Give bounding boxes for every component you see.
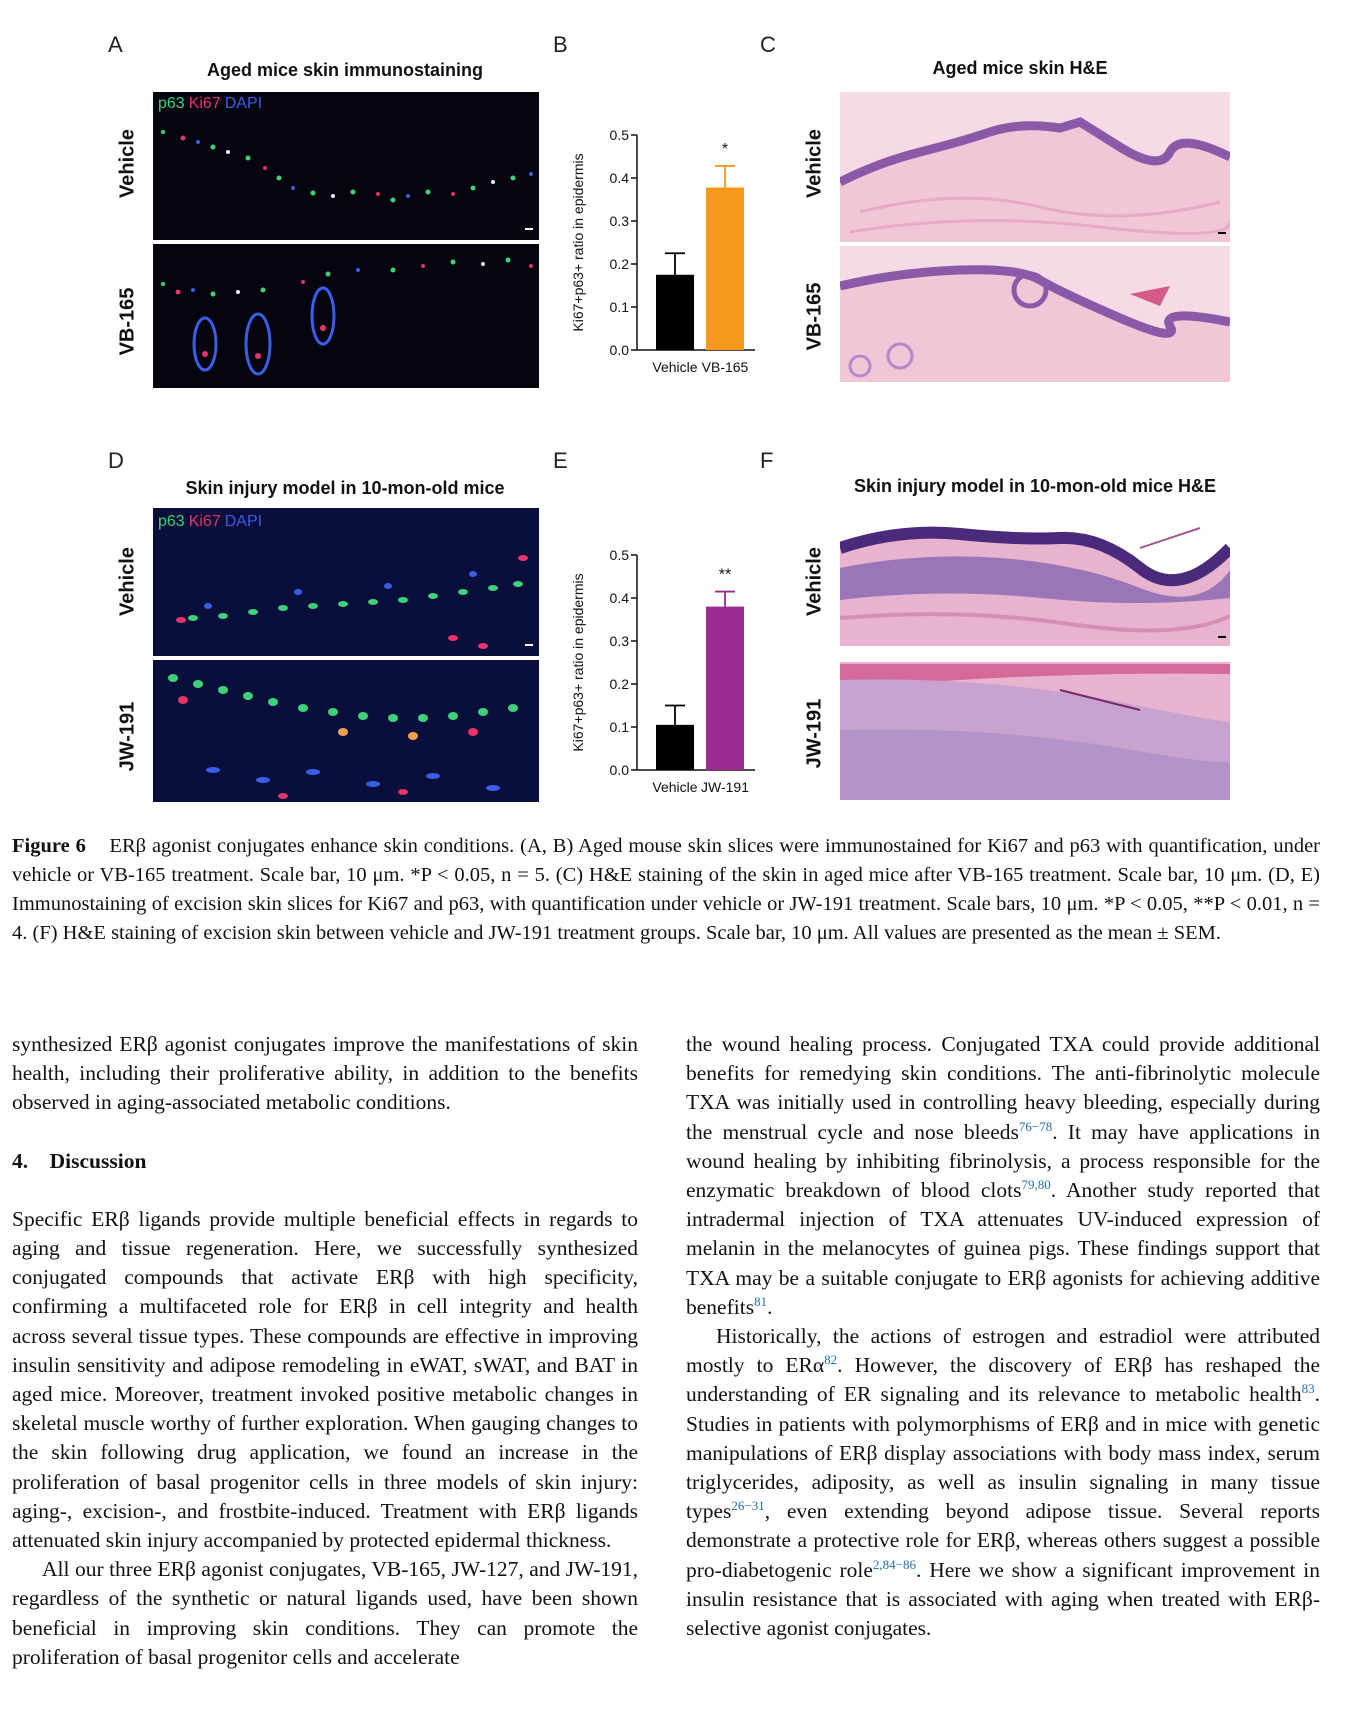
paragraph: synthesized ERβ agonist conjugates improve the manifestations of skin health, including their proliferative ability, in addition to the benefits observed in aging-associated metabolic conditions. — [12, 1032, 638, 1115]
paragraph — [686, 1030, 1320, 1322]
panel-f-row-label-vehicle: Vehicle — [803, 547, 826, 616]
citation-link[interactable]: 26−31 — [731, 1498, 765, 1514]
y-tick-label: 0.4 — [609, 590, 629, 606]
cell-nuclei — [168, 674, 518, 799]
scale-bar — [525, 644, 533, 646]
panel-c-image-vehicle — [840, 92, 1230, 242]
paragraph — [686, 1322, 1320, 1643]
chart-b — [565, 120, 765, 382]
y-tick-label: 0.0 — [609, 762, 629, 778]
channel-dapi: DAPI — [224, 95, 263, 112]
text-span: the wound healing process. Conjugated TXA could provide additional benefits for remedying skin conditions. The anti-fibrinolytic molecule TXA was initially used in controlling heavy bleeding, especially during the menstrual cycle and nose bleeds — [686, 1032, 1320, 1144]
bar-vb-165 — [706, 187, 744, 350]
citation-link[interactable]: 76−78 — [1018, 1118, 1053, 1134]
citation-link[interactable]: 81 — [754, 1293, 768, 1309]
panel-c-row-label-treated: VB-165 — [803, 282, 826, 351]
significance-marker: * — [721, 140, 729, 158]
text-span: . Here we show a significant improvement in insulin resistance that is associated with aging when treated with ERβ-selective agonist conjugates. — [686, 1557, 1320, 1641]
channel-ki67: Ki67 — [188, 95, 221, 112]
panel-letter-f: F — [760, 448, 774, 473]
x-tick-label: JW-191 — [701, 779, 749, 795]
panel-a-image-treated — [153, 244, 539, 388]
y-tick-label: 0.2 — [609, 676, 629, 692]
y-tick-label: 0.1 — [609, 719, 629, 735]
section-title: Discussion — [49, 1148, 147, 1173]
significance-marker: ** — [718, 566, 732, 584]
citation-link[interactable]: 82 — [824, 1352, 838, 1368]
scale-bar — [525, 228, 533, 230]
panel-a-row-label-treated: VB-165 — [116, 287, 139, 356]
panel-f-row-label-treated: JW-191 — [803, 698, 826, 769]
bar-vehicle — [656, 275, 694, 350]
channel-p63: p63 — [158, 95, 185, 112]
text-span: . Studies in patients with polymorphisms of ERβ and in mice with genetic manipulations of ERβ display associations with body mass index, serum triglycerides, adiposity, as well as insulin signaling in many tissue types — [686, 1382, 1320, 1524]
channel-dapi: DAPI — [224, 513, 263, 530]
figure-label: Figure 6 — [12, 835, 86, 857]
panel-letter-a: A — [108, 32, 123, 57]
panel-d-channel-legend — [158, 513, 262, 531]
right-column — [686, 1030, 1320, 1643]
paragraph: Specific ERβ ligands provide multiple beneficial effects in regards to aging and tissue regeneration. Here, we successfully synthesized conjugated compounds that activate ERβ with high specificity, confirming a multifaceted role for ERβ in cell integrity and health across several tissue types. These compounds are effective in improving insulin sensitivity and adipose remodeling in eWAT, sWAT, and BAT in aged mice. Moreover, treatment invoked positive metabolic changes in skeletal muscle worthy of further exploration. When gauging changes to the skin following drug application, we found an increase in the proliferation of basal progenitor cells in three models of skin injury: aging-, excision-, and frostbite-induced. Treatment with ERβ ligands attenuated skin injury accompanied by protected epidermal thickness. — [12, 1206, 638, 1553]
text-span: . Another study reported that intradermal injection of TXA attenuates UV-induced expression of melanin in the melanocytes of guinea pigs. These findings support that TXA may be a suitable conjugate to ERβ agonists for achieving additive benefits — [686, 1178, 1320, 1319]
panel-f-image-vehicle — [840, 508, 1230, 646]
left-column — [12, 1030, 638, 1672]
y-tick-label: 0.5 — [609, 547, 629, 563]
panel-a-image-vehicle — [153, 92, 539, 240]
cell-nuclei — [161, 258, 533, 297]
panel-c-row-label-vehicle: Vehicle — [803, 129, 826, 198]
x-tick-label: Vehicle — [652, 779, 698, 795]
y-axis-label: Ki67+p63+ ratio in epidermis — [570, 153, 586, 332]
text-span: . It may have applications in wound healing by inhibiting fibrinolysis, a process responsible for the enzymatic breakdown of blood clots — [686, 1119, 1320, 1203]
scale-bar — [1218, 232, 1226, 234]
y-tick-label: 0.2 — [609, 256, 629, 272]
channel-ki67: Ki67 — [188, 513, 221, 530]
text-span: . However, the discovery of ERβ has reshaped the understanding of ER signaling and its relevance to metabolic health — [686, 1353, 1321, 1407]
caption-text: ERβ agonist conjugates enhance skin conditions. (A, B) Aged mouse skin slices were immunostained for Ki67 and p63 with quantification, under vehicle or VB-165 treatment. Scale bar, 10 μm. *P < 0.05, n = 5. (C) H&E staining of the skin in aged mice after VB-165 treatment. Scale bar, 10 μm. (D, E) Immunostaining of excision skin slices for Ki67 and p63, with quantification under vehicle or JW-191 treatment. Scale bars, 10 μm. *P < 0.05, **P < 0.01, n = 4. (F) H&E staining of excision skin between vehicle and JW-191 treatment groups. Scale bar, 10 μm. All values are presented as the mean ± SEM. — [12, 835, 1321, 944]
text-span: Historically, the actions of estrogen and estradiol were attributed mostly to ERα — [686, 1324, 1320, 1378]
panel-f-title: Skin injury model in 10-mon-old mice H&E — [853, 476, 1217, 496]
hair-follicles — [194, 288, 334, 374]
citation-link[interactable]: 2,84−86 — [872, 1556, 916, 1572]
panel-c-image-treated — [840, 246, 1230, 382]
panel-d-row-label-vehicle: Vehicle — [116, 547, 139, 616]
y-tick-label: 0.0 — [609, 342, 629, 358]
chart-e — [565, 540, 765, 802]
cell-nuclei — [176, 555, 528, 649]
y-tick-label: 0.3 — [609, 213, 629, 229]
panel-letter-b: B — [553, 32, 568, 57]
panel-letter-c: C — [760, 32, 776, 57]
panel-f-image-treated — [840, 650, 1230, 800]
y-axis-label: Ki67+p63+ ratio in epidermis — [570, 573, 586, 752]
section-number: 4. — [12, 1148, 29, 1173]
paragraph: All our three ERβ agonist conjugates, VB-165, JW-127, and JW-191, regardless of the synthetic or natural ligands used, have been shown beneficial in improving skin conditions. They can promote the proliferation of basal progenitor cells and accelerate — [12, 1557, 638, 1669]
y-tick-label: 0.3 — [609, 633, 629, 649]
text-span: , even extending beyond adipose tissue. Several reports demonstrate a protective role for ERβ, whereas others suggest a possible pro-diabetogenic role — [686, 1499, 1320, 1582]
bar-vehicle — [656, 725, 694, 770]
citation-link[interactable]: 79,80 — [1021, 1176, 1051, 1192]
cell-nuclei — [161, 130, 533, 203]
x-tick-label: VB-165 — [701, 359, 749, 375]
panel-letter-e: E — [553, 448, 568, 473]
y-tick-label: 0.1 — [609, 299, 629, 315]
panel-d-title: Skin injury model in 10-mon-old mice — [185, 478, 505, 498]
y-tick-label: 0.5 — [609, 127, 629, 143]
panel-letter-d: D — [108, 448, 124, 473]
section-heading — [12, 1147, 638, 1176]
y-tick-label: 0.4 — [609, 170, 629, 186]
panel-a-title: Aged mice skin immunostaining — [206, 60, 484, 80]
panel-c-title: Aged mice skin H&E — [932, 58, 1108, 78]
panel-d-image-treated — [153, 660, 539, 802]
channel-p63: p63 — [158, 513, 185, 530]
panel-d-row-label-treated: JW-191 — [116, 701, 139, 772]
scale-bar — [1218, 636, 1226, 638]
panel-a-row-label-vehicle: Vehicle — [116, 129, 139, 198]
x-tick-label: Vehicle — [652, 359, 698, 375]
figure-caption — [12, 832, 1320, 948]
panel-a-channel-legend — [158, 95, 262, 113]
text-span: . — [767, 1294, 773, 1319]
bar-jw-191 — [706, 607, 744, 770]
citation-link[interactable]: 83 — [1301, 1381, 1315, 1397]
